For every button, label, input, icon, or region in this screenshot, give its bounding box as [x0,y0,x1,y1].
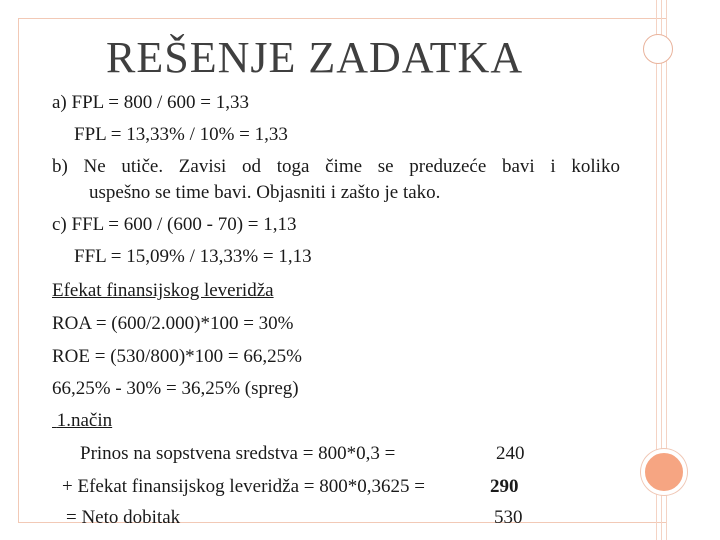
decorative-circle-bottom [641,449,687,495]
page-title: REŠENJE ZADATKA [106,33,524,82]
word: Ne [83,156,106,177]
line-c1: c) FFL = 600 / (600 - 70) = 1,13 [52,214,297,235]
word: b) [52,156,68,177]
word: se [377,156,394,177]
line-efekat-value: 290 [490,476,519,497]
line-c2: FFL = 15,09% / 13,33% = 1,13 [74,246,312,267]
line-neto-label: = Neto dobitak [66,507,181,528]
frame-left-border [18,18,19,523]
word: Zavisi [178,156,227,177]
word: i [550,156,556,177]
word: toga [276,156,310,177]
line-b2: uspešno se time bavi. Objasniti i zašto je tako. [89,182,441,203]
line-a2: FPL = 13,33% / 10% = 1,33 [74,124,288,145]
line-a1: a) FPL = 800 / 600 = 1,33 [52,92,250,113]
line-roe: ROE = (530/800)*100 = 66,25% [52,346,302,367]
word: čime [325,156,363,177]
line-spreg: 66,25% - 30% = 36,25% (spreg) [52,378,299,399]
word: bavi [501,156,535,177]
line-prinos-label: Prinos na sopstvena sredstva = 800*0,3 = [80,443,396,464]
line-efekat-label: + Efekat finansijskog leveridža = 800*0,3625 = [62,476,425,497]
method-label: 1.način [56,410,113,431]
decorative-circle-top [643,34,673,64]
word: utiče. [121,156,164,177]
word: koliko [571,156,620,177]
line-prinos-value: 240 [496,443,525,464]
word: od [241,156,261,177]
word: preduzeće [409,156,487,177]
method-heading [52,410,112,432]
frame-top-border [18,18,666,19]
section-heading-efekat: Efekat finansijskog leveridža [52,280,274,301]
line-b1 [52,156,620,178]
line-roa: ROA = (600/2.000)*100 = 30% [52,313,294,334]
line-neto-value: 530 [494,507,523,528]
